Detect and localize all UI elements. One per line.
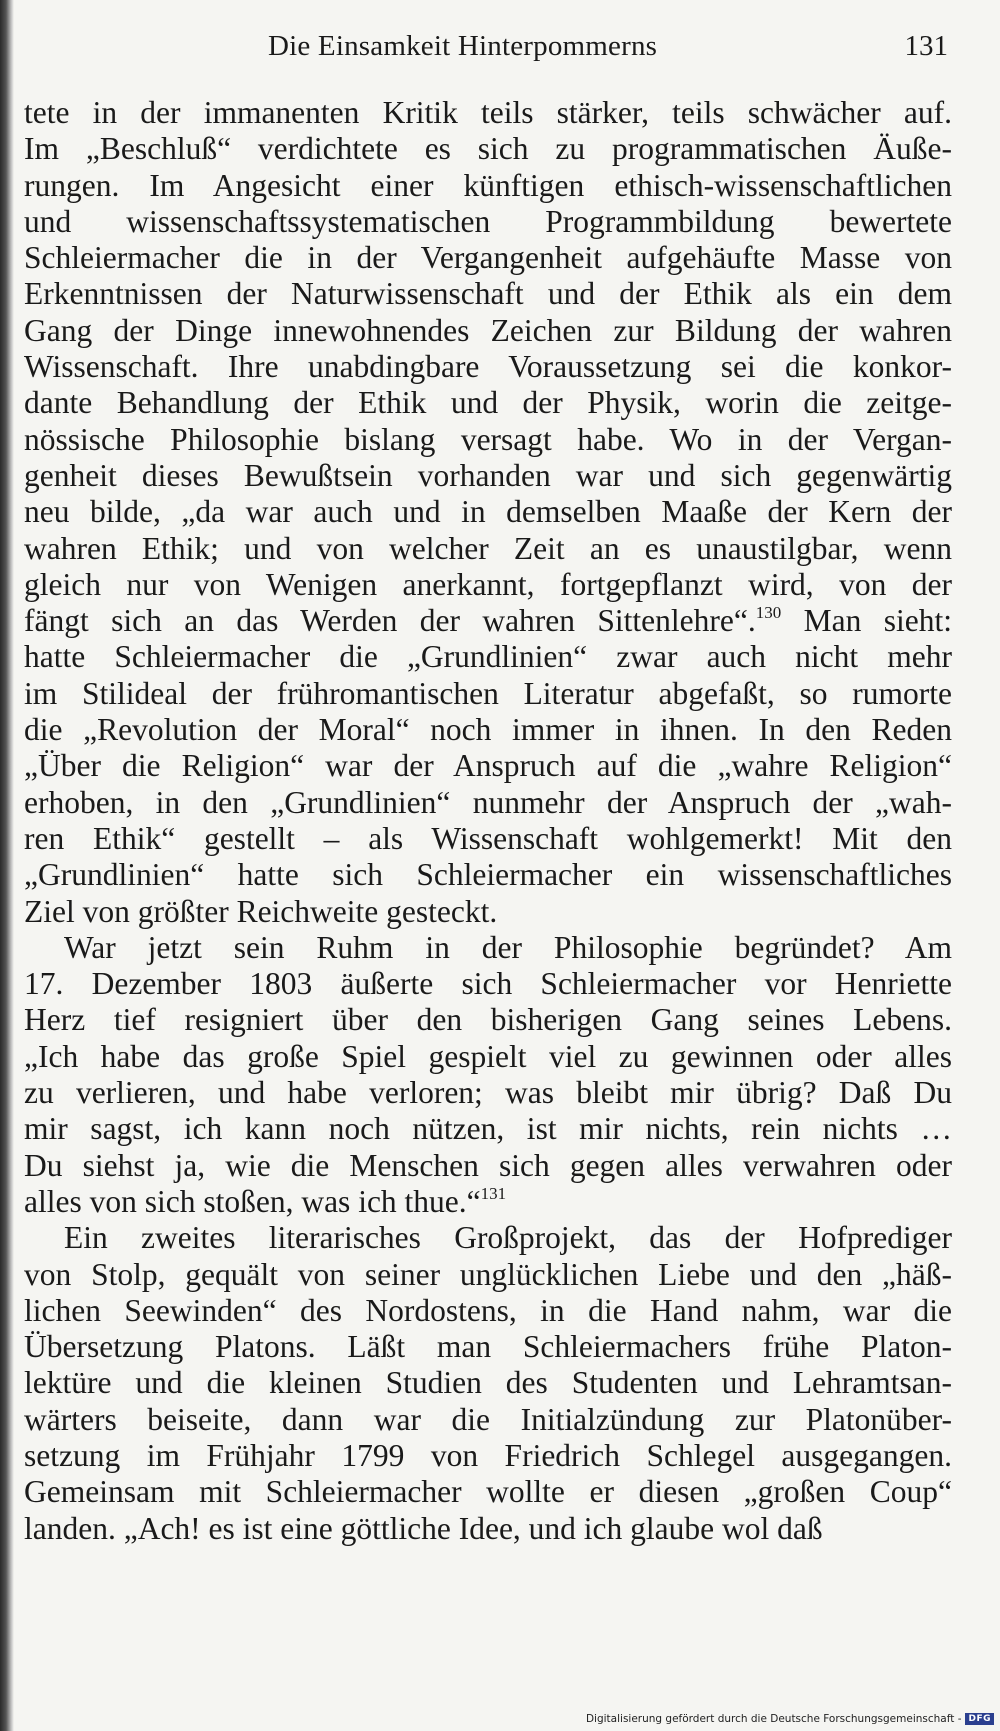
line-text: Gemeinsam mit Schleiermacher wollte er diesen „großen Coup“ bbox=[24, 1474, 952, 1510]
line-text: Wissenschaft. Ihre unabdingbare Voraussetzung sei die konkor- bbox=[24, 349, 952, 385]
text-line bbox=[24, 676, 952, 712]
text-line bbox=[24, 1184, 952, 1220]
text-line bbox=[24, 1402, 952, 1438]
line-text: im Stilideal der frühromantischen Literatur abgefaßt, so rumorte bbox=[24, 675, 952, 711]
text-line bbox=[24, 494, 952, 530]
text-line bbox=[24, 639, 952, 675]
line-text: zu verlieren, und habe verloren; was bleibt mir übrig? Daß Du bbox=[24, 1075, 952, 1111]
line-text: neu bilde, „da war auch und in demselben Maaße der Kern der bbox=[24, 494, 952, 530]
line-text: Herz tief resigniert über den bisherigen Gang seines Lebens. bbox=[24, 1002, 952, 1038]
text-line bbox=[24, 1002, 952, 1038]
line-text: Übersetzung Platons. Läßt man Schleiermachers frühe Platon- bbox=[24, 1329, 952, 1365]
line-text: fängt sich an das Werden der wahren Sittenlehre“. bbox=[24, 603, 756, 639]
body-text bbox=[24, 95, 952, 1547]
text-line bbox=[24, 966, 952, 1002]
line-text: genheit dieses Bewußtsein vorhanden war und sich gegenwärtig bbox=[24, 457, 952, 493]
text-line bbox=[24, 785, 952, 821]
line-text: „Ich habe das große Spiel gespielt viel zu gewinnen oder alles bbox=[24, 1038, 952, 1074]
line-text: Erkenntnissen der Naturwissenschaft und der Ethik als ein dem bbox=[24, 276, 952, 312]
line-text: gleich nur von Wenigen anerkannt, fortgepflanzt wird, von der bbox=[24, 566, 952, 602]
digitization-footer bbox=[586, 1713, 994, 1725]
page-number: 131 bbox=[904, 30, 948, 62]
line-text-continuation: Man sieht: bbox=[781, 603, 952, 639]
line-text: Ziel von größter Reichweite gesteckt. bbox=[24, 893, 498, 929]
text-line bbox=[24, 603, 952, 639]
text-line bbox=[24, 712, 952, 748]
text-line bbox=[24, 385, 952, 421]
line-text: Ein zweites literarisches Großprojekt, das der Hofprediger bbox=[64, 1220, 952, 1256]
text-line bbox=[24, 1039, 952, 1075]
text-line bbox=[24, 1329, 952, 1365]
book-gutter-shadow bbox=[0, 0, 14, 1731]
text-line bbox=[24, 1111, 952, 1147]
paragraph bbox=[24, 1220, 952, 1547]
text-line bbox=[24, 894, 952, 930]
text-line bbox=[24, 422, 952, 458]
text-line bbox=[24, 349, 952, 385]
line-text: lektüre und die kleinen Studien des Studenten und Lehramtsan- bbox=[24, 1365, 952, 1401]
line-text: „Über die Religion“ war der Anspruch auf die „wahre Religion“ bbox=[24, 748, 952, 784]
text-line bbox=[24, 930, 952, 966]
line-text: wärters beiseite, dann war die Initialzündung zur Platonüber- bbox=[24, 1401, 952, 1437]
line-text: wahren Ethik; und von welcher Zeit an es unaustilgbar, wenn bbox=[24, 530, 952, 566]
text-line bbox=[24, 168, 952, 204]
digitization-credit: Digitalisierung gefördert durch die Deutsche Forschungsgemeinschaft - bbox=[585, 1713, 962, 1725]
line-text: dante Behandlung der Ethik und der Physik, worin die zeitge- bbox=[24, 385, 952, 421]
line-text: tete in der immanenten Kritik teils stärker, teils schwächer auf. bbox=[24, 95, 952, 130]
paragraph bbox=[24, 930, 952, 1220]
text-line bbox=[24, 276, 952, 312]
text-line bbox=[24, 1474, 952, 1510]
text-line bbox=[24, 857, 952, 893]
footnote-reference[interactable]: 130 bbox=[755, 603, 782, 623]
text-line bbox=[24, 240, 952, 276]
line-text: 17. Dezember 1803 äußerte sich Schleiermacher vor Henriette bbox=[24, 966, 952, 1002]
page-header bbox=[268, 20, 948, 70]
line-text: Du siehst ja, wie die Menschen sich gegen alles verwahren oder bbox=[24, 1147, 952, 1183]
line-text: lichen Seewinden“ des Nordostens, in die Hand nahm, war die bbox=[24, 1292, 952, 1328]
line-text: Schleiermacher die in der Vergangenheit aufgehäufte Masse von bbox=[24, 240, 952, 276]
line-text: mir sagst, ich kann noch nützen, ist mir nichts, rein nichts … bbox=[24, 1111, 952, 1147]
text-line bbox=[24, 567, 952, 603]
text-line bbox=[24, 458, 952, 494]
text-line bbox=[24, 204, 952, 240]
line-text: alles von sich stoßen, was ich thue.“ bbox=[24, 1183, 481, 1219]
line-text: rungen. Im Angesicht einer künftigen ethisch-wissenschaftlichen bbox=[24, 167, 952, 203]
text-line bbox=[24, 821, 952, 857]
text-line bbox=[24, 748, 952, 784]
text-line bbox=[24, 1257, 952, 1293]
text-line bbox=[24, 95, 952, 131]
line-text: von Stolp, gequält von seiner unglücklichen Liebe und den „häß- bbox=[24, 1256, 952, 1292]
line-text: hatte Schleiermacher die „Grundlinien“ zwar auch nicht mehr bbox=[24, 639, 952, 675]
dfg-logo-icon: DFG bbox=[965, 1713, 994, 1725]
line-text: landen. „Ach! es ist eine göttliche Idee, und ich glaube wol daß bbox=[24, 1510, 823, 1546]
line-text: nössische Philosophie bislang versagt habe. Wo in der Vergan- bbox=[24, 421, 952, 457]
line-text: Im „Beschluß“ verdichtete es sich zu programmatischen Äuße- bbox=[24, 131, 952, 167]
line-text: setzung im Frühjahr 1799 von Friedrich Schlegel ausgegangen. bbox=[24, 1437, 952, 1473]
line-text: Gang der Dinge innewohnendes Zeichen zur Bildung der wahren bbox=[24, 312, 952, 348]
text-line bbox=[24, 1220, 952, 1256]
line-text: und wissenschaftssystematischen Programmbildung bewertete bbox=[24, 203, 952, 239]
text-line bbox=[24, 1438, 952, 1474]
running-title: Die Einsamkeit Hinterpommerns bbox=[268, 30, 658, 62]
paragraph bbox=[24, 95, 952, 930]
line-text: erhoben, in den „Grundlinien“ nunmehr der Anspruch der „wah- bbox=[24, 784, 952, 820]
text-line bbox=[24, 1511, 952, 1547]
text-line bbox=[24, 1075, 952, 1111]
footnote-reference[interactable]: 131 bbox=[480, 1183, 507, 1203]
line-text: War jetzt sein Ruhm in der Philosophie begründet? Am bbox=[64, 929, 952, 965]
text-line bbox=[24, 1293, 952, 1329]
text-line bbox=[24, 531, 952, 567]
line-text: ren Ethik“ gestellt – als Wissenschaft wohlgemerkt! Mit den bbox=[24, 820, 952, 856]
line-text: „Grundlinien“ hatte sich Schleiermacher ein wissenschaftliches bbox=[24, 857, 952, 893]
text-line bbox=[24, 1365, 952, 1401]
text-line bbox=[24, 313, 952, 349]
line-text: die „Revolution der Moral“ noch immer in ihnen. In den Reden bbox=[24, 712, 952, 748]
text-line bbox=[24, 131, 952, 167]
text-line bbox=[24, 1148, 952, 1184]
